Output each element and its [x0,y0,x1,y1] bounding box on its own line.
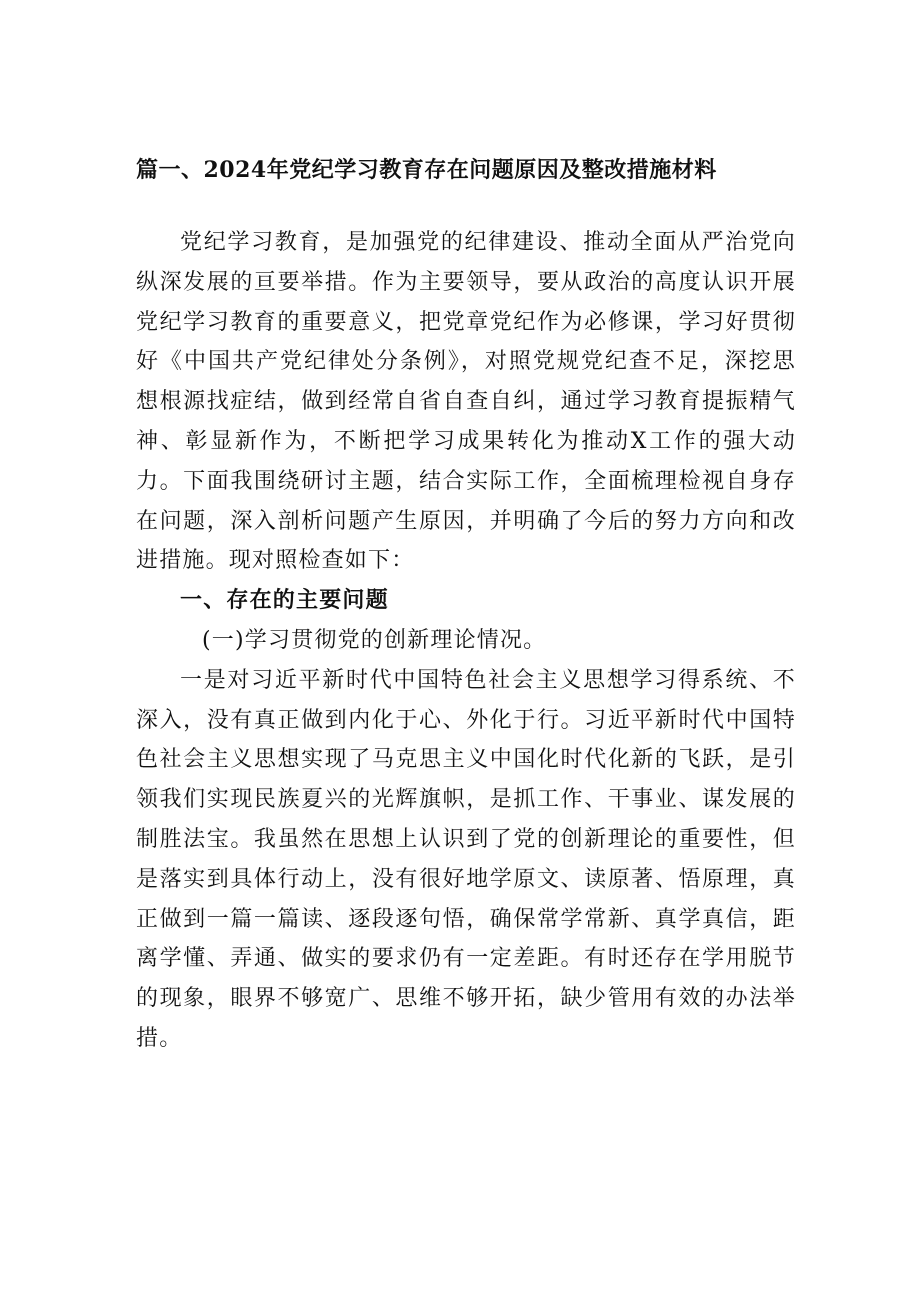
document-body [136,223,796,1059]
subsection-heading: (一)学习贯彻党的创新理论情况。 [202,627,547,653]
document-title: 篇一、2024年党纪学习教育存在问题原因及整改措施材料 [136,157,717,183]
point-paragraph: 一是对习近平新时代中国特色社会主义思想学习得系统、不深入，没有真正做到内化于心、外化于行。习近平新时代中国特色社会主义思想实现了马克思主义中国化时代化新的飞跃，是引领我们实现民族夏兴的光辉旗帜，是抓工作、干事业、谋发展的制胜法宝。我虽然在思想上认识到了党的创新理论的重要性，但是落实到具体行动上，没有很好地学原文、读原著、悟原理，真正做到一篇一篇读、逐段逐句悟，确保常学常新、真学真信，距离学懂、弄通、做实的要求仍有一定差距。有时还存在学用脱节的现象，眼界不够宽广、思维不够开拓，缺少管用有效的办法举措。 [136,667,796,1051]
intro-paragraph: 党纪学习教育，是加强党的纪律建设、推动全面从严治党向纵深发展的亘要举措。作为主要领导，要从政治的高度认识开展党纪学习教育的重要意义，把党章党纪作为必修课，学习好贯彻好《中国共产党纪律处分条例》，对照党规党纪查不足，深挖思想根源找症结，做到经常自省自查自纠，通过学习教育提振精气神、彰显新作为，不断把学习成果转化为推动X工作的强大动力。下面我围绕研讨主题，结合实际工作，全面梳理检视自身存在问题，深入剖析问题产生原因，并明确了今后的努力方向和改进措施。现对照检查如下： [136,230,796,574]
section-heading: 一、存在的主要问题 [180,587,389,614]
